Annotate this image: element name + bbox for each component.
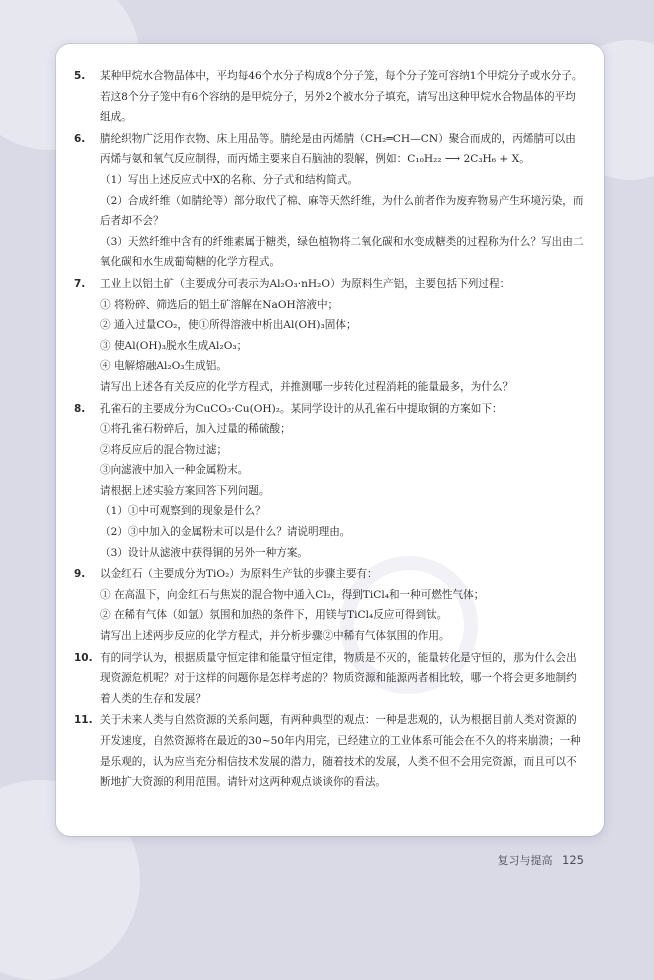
question-9 <box>74 564 584 646</box>
question-text: 关于未来人类与自然资源的关系问题，有两种典型的观点：一种是悲观的，认为根据目前人类对资源的开发速度，自然资源将在最近的30~50年内用完，已经建立的工业体系可能会在不久的将来崩溃；一种是乐观的，认为应当充分相信技术发展的潜力，随着技术的发展，人类不但不会用完资源，而且可以不断地扩大资源的利用范围。请针对这两种观点谈谈你的看法。 <box>100 714 581 789</box>
question-number: 8. <box>74 402 86 415</box>
step-item: ①将孔雀石粉碎后，加入过量的稀硫酸； <box>100 423 291 436</box>
question-text: 工业上以铝土矿（主要成分可表示为Al₂O₃·nH₂O）为原料生产铝，主要包括下列过程： <box>100 277 511 290</box>
sub-question: （2）合成纤维（如腈纶等）部分取代了棉、麻等天然纤维，为什么前者作为废弃物易产生环境污染，而后者却不会？ <box>100 194 584 228</box>
step-item: ④ 电解熔融Al₂O₃生成铝。 <box>100 360 227 373</box>
question-number: 5. <box>74 70 86 82</box>
question-5 <box>74 66 584 128</box>
question-number: 11. <box>74 714 93 727</box>
step-item: ② 在稀有气体（如氩）氛围和加热的条件下，用镁与TiCl₄反应可得到钛。 <box>100 609 448 622</box>
question-number: 10. <box>74 651 93 664</box>
question-text: 有的同学认为，根据质量守恒定律和能量守恒定律，物质是不灭的，能量转化是守恒的，那为什么会出现资源危机呢？对于这样的问题你是怎样考虑的？物质资源和能源两者相比较，哪一个将会更多地制约着人类的生存和发展？ <box>100 651 577 705</box>
question-text: 腈纶织物广泛用作衣物、床上用品等。腈纶是由丙烯腈（CH₂═CH—CN）聚合而成的，丙烯腈可以由丙烯与氨和氧气反应制得，而丙烯主要来自石脑油的裂解，例如：C₁₀H₂₂ ⟶ 2C₃H₆ + X。 <box>100 132 576 166</box>
question-8 <box>74 399 584 564</box>
question-6 <box>74 129 584 273</box>
sub-question: （1）写出上述反应式中X的名称、分子式和结构简式。 <box>100 173 358 186</box>
question-number: 6. <box>74 132 86 145</box>
page-footer <box>498 852 584 868</box>
instruction: 请写出上述各有关反应的化学方程式，并推测哪一步转化过程消耗的能量最多，为什么？ <box>100 380 514 393</box>
question-text: 某种甲烷水合物晶体中，平均每46个水分子构成8个分子笼，每个分子笼可容纳1个甲烷分子或水分子。若这8个分子笼中有6个容纳的是甲烷分子，另外2个被水分子填充，请写出这种甲烷水合物晶体的平均组成。 <box>100 70 583 124</box>
step-item: ③ 使Al(OH)₃脱水生成Al₂O₃； <box>100 339 248 352</box>
sub-question: （3）天然纤维中含有的纤维素属于糖类，绿色植物将二氧化碳和水变成糖类的过程称为什么？写出由二氧化碳和水生成葡萄糖的化学方程式。 <box>100 235 584 269</box>
step-item: ② 通入过量CO₂，使①所得溶液中析出Al(OH)₃固体； <box>100 319 357 332</box>
question-11 <box>74 710 584 792</box>
sub-question: （1）①中可观察到的现象是什么？ <box>100 505 266 518</box>
step-item: ① 将粉碎、筛选后的铝土矿溶解在NaOH溶液中； <box>100 298 339 311</box>
question-list <box>74 66 584 794</box>
step-item: ②将反应后的混合物过滤； <box>100 443 228 456</box>
question-text: 孔雀石的主要成分为CuCO₃·Cu(OH)₂。某同学设计的从孔雀石中提取铜的方案如下： <box>100 402 503 415</box>
sub-question: （3）设计从滤液中获得铜的另外一种方案。 <box>100 546 309 559</box>
step-item: ① 在高温下，向金红石与焦炭的混合物中通入Cl₂，得到TiCl₄和一种可燃性气体； <box>100 588 485 601</box>
question-number: 9. <box>74 568 86 581</box>
instruction: 请写出上述两步反应的化学方程式，并分析步骤②中稀有气体氛围的作用。 <box>100 630 450 643</box>
question-number: 7. <box>74 277 86 290</box>
section-label: 复习与提高 <box>497 854 553 867</box>
question-text: 以金红石（主要成分为TiO₂）为原料生产钛的步骤主要有： <box>100 568 378 581</box>
sub-question: （2）③中加入的金属粉末可以是什么？请说明理由。 <box>100 526 351 539</box>
question-10 <box>74 648 584 710</box>
page-number: 125 <box>562 853 584 867</box>
step-item: ③向滤液中加入一种金属粉末。 <box>100 464 249 477</box>
question-7 <box>74 274 584 398</box>
instruction: 请根据上述实验方案回答下列问题。 <box>100 484 270 497</box>
